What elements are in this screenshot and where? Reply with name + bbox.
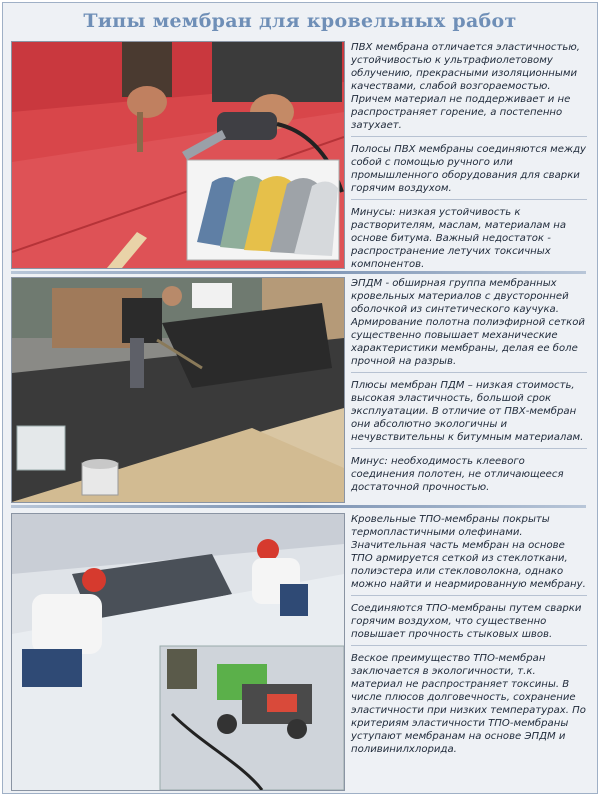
tpo-roof-photo (11, 513, 345, 791)
title-bar (3, 3, 597, 39)
section-tpo (11, 513, 589, 789)
epdm-paragraph-3: Минус: необходимость клеевого соединения полотен, не отличающееся достаточной прочностью. (351, 456, 564, 493)
section-tpo-text (351, 513, 587, 766)
section-pvc (11, 41, 589, 270)
infographic-page (2, 2, 598, 794)
section-epdm (11, 277, 589, 503)
pvc-paragraph-1: ПВХ мембрана отличается эластичностью, устойчивостью к ультрафиолетовому облучению, прекрасными изоляционными качествами, слабой возгораемостью. Причем материал не поддерживает и не распространяет горение, а постепенно затухает. (351, 41, 587, 137)
epdm-roof-photo (11, 277, 345, 503)
pvc-paragraph-2: Полосы ПВХ мембраны соединяются между собой с помощью ручного или промышленного оборудования для сварки горячим воздухом. (351, 143, 587, 200)
tpo-paragraph-3: Веское преимущество ТПО-мембран заключается в экологичности, т.к. материал не распространяет токсины. В числе плюсов долговечность, сохранение эластичности при низких температурах. По критериям эластичности ТПО-мембраны уступают мембранам на основе ЭПДМ и поливинилхлорида. (351, 653, 586, 755)
pvc-paragraph-3: Минусы: низкая устойчивость к растворителям, маслам, материалам на основе битума. Важный недостаток - распространение летучих токсичных компонентов. (351, 207, 567, 270)
section-divider (11, 271, 586, 274)
pvc-welding-photo (11, 41, 345, 269)
epdm-paragraph-1: ЭПДМ - обширная группа мембранных кровельных материалов с двусторонней оболочкой из синтетического каучука. Армирование полотна полиэфирной сеткой существенно повышает механические характеристики мембраны, делая ее боле прочной на разрыв. (351, 277, 587, 373)
page-title: Типы мембран для кровельных работ (83, 10, 517, 32)
tpo-paragraph-1: Кровельные ТПО-мембраны покрыты термопластичными олефинами. Значительная часть мембран на основе ТПО армируется сеткой из стеклоткани, полиэстера или стекловолокна, однако можно найти и неармированную мембрану. (351, 513, 587, 596)
epdm-paragraph-2: Плюсы мембран ПДМ – низкая стоимость, высокая эластичность, большой срок эксплуатации. В отличие от ПВХ-мембран они абсолютно экологичны и нечувствительны к битумным материалам. (351, 379, 587, 449)
section-divider (11, 505, 586, 508)
section-pvc-text (351, 41, 587, 281)
section-epdm-text (351, 277, 587, 504)
tpo-paragraph-2: Соединяются ТПО-мембраны путем сварки горячим воздухом, что существенно повышает прочность стыковых швов. (351, 602, 587, 646)
